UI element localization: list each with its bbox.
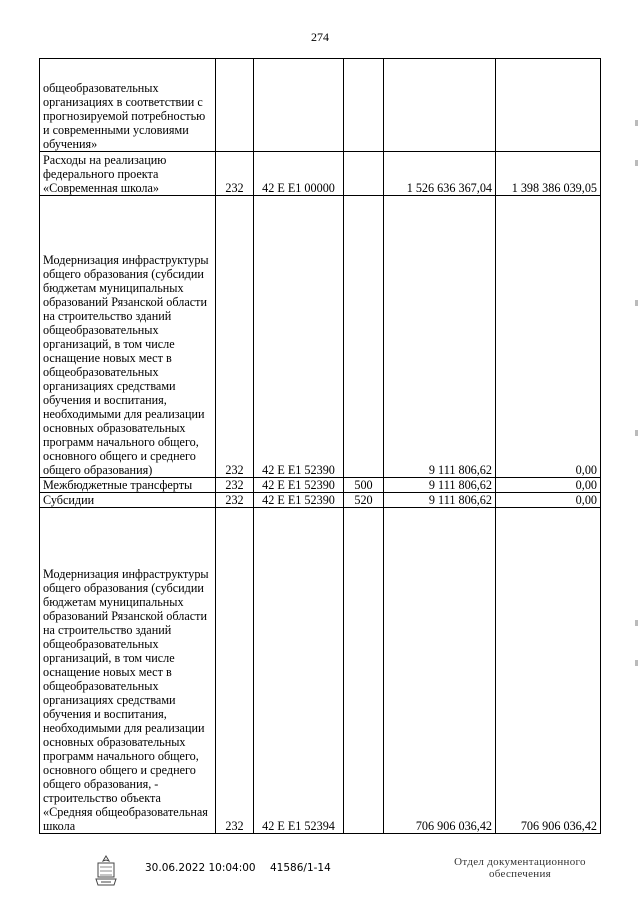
row-name-cell: Расходы на реализацию федерального проекта «Современная школа» xyxy=(40,152,216,196)
scan-margin-marks xyxy=(632,100,638,800)
row-type-cell: 500 xyxy=(344,478,384,493)
row-sum2-cell: 0,00 xyxy=(496,493,601,508)
row-sum1-cell xyxy=(384,59,496,152)
footer-reg-number: 41586/1-14 xyxy=(270,862,331,874)
row-sum2-cell: 0,00 xyxy=(496,478,601,493)
stamp-line-1: Отдел документационного xyxy=(454,856,586,868)
row-type-cell xyxy=(344,508,384,834)
budget-table xyxy=(39,58,601,834)
row-name-cell: Субсидии xyxy=(40,493,216,508)
row-type-cell: 520 xyxy=(344,493,384,508)
row-class-cell xyxy=(254,59,344,152)
row-type-cell xyxy=(344,59,384,152)
stamp-line-2: обеспечения xyxy=(488,868,552,880)
row-sum1-cell: 9 111 806,62 xyxy=(384,478,496,493)
table-row xyxy=(40,152,601,196)
row-class-cell: 42 Е E1 52390 xyxy=(254,493,344,508)
table-row xyxy=(40,59,601,152)
row-name-cell: Модернизация инфраструктуры общего образования (субсидии бюджетам муниципальных образований Рязанской области на строительство зданий общеобразовательных организаций, в том числе оснащение новых мест в общеобразовательных организациях средствами обучения и воспитания, необходимыми для реализации основных образовательных программ начального общего, основного общего и среднего общего образования) xyxy=(40,196,216,478)
row-sum2-cell: 0,00 xyxy=(496,196,601,478)
row-name-cell: Межбюджетные трансферты xyxy=(40,478,216,493)
footer-datetime: 30.06.2022 10:04:00 xyxy=(145,862,256,874)
row-sum2-cell xyxy=(496,59,601,152)
row-name-cell: Модернизация инфраструктуры общего образования (субсидии бюджетам муниципальных образований Рязанской области на строительство зданий общеобразовательных организаций, в том числе оснащение новых мест в общеобразовательных организациях средствами обучения и воспитания, необходимыми для реализации основных образовательных программ начального общего, основного общего и среднего общего образования, - строительство объекта «Средняя общеобразовательная школа xyxy=(40,508,216,834)
row-sum2-cell: 1 398 386 039,05 xyxy=(496,152,601,196)
row-code-cell: 232 xyxy=(216,478,254,493)
table-row xyxy=(40,478,601,493)
row-code-cell xyxy=(216,59,254,152)
row-class-cell: 42 Е E1 52394 xyxy=(254,508,344,834)
document-footer xyxy=(0,850,640,895)
row-sum1-cell: 9 111 806,62 xyxy=(384,493,496,508)
row-class-cell: 42 Е E1 52390 xyxy=(254,478,344,493)
row-sum2-cell: 706 906 036,42 xyxy=(496,508,601,834)
table-row xyxy=(40,196,601,478)
row-code-cell: 232 xyxy=(216,196,254,478)
row-code-cell: 232 xyxy=(216,493,254,508)
row-sum1-cell: 9 111 806,62 xyxy=(384,196,496,478)
row-sum1-cell: 1 526 636 367,04 xyxy=(384,152,496,196)
department-stamp xyxy=(445,856,595,880)
row-code-cell: 232 xyxy=(216,152,254,196)
page-number: 274 xyxy=(311,30,329,44)
row-class-cell: 42 Е E1 00000 xyxy=(254,152,344,196)
row-type-cell xyxy=(344,196,384,478)
row-sum1-cell: 706 906 036,42 xyxy=(384,508,496,834)
row-class-cell: 42 Е E1 52390 xyxy=(254,196,344,478)
row-code-cell: 232 xyxy=(216,508,254,834)
table-row xyxy=(40,493,601,508)
table-row xyxy=(40,508,601,834)
row-name-cell: общеобразовательных организациях в соответствии с прогнозируемой потребностью и современными условиями обучения» xyxy=(40,59,216,152)
coat-of-arms-icon xyxy=(92,855,120,887)
row-type-cell xyxy=(344,152,384,196)
